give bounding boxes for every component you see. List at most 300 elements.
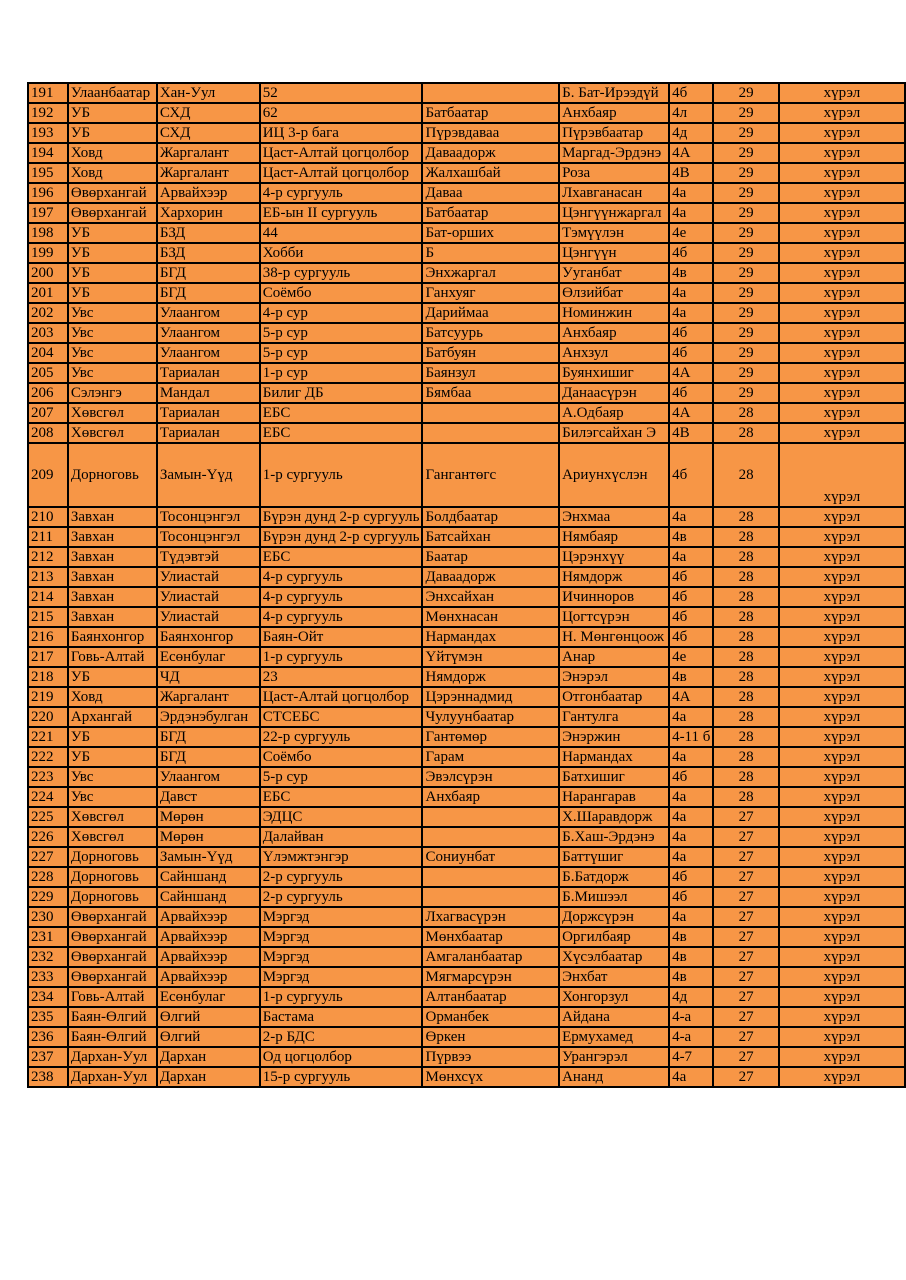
cell-score: 28	[713, 567, 778, 587]
cell-aimag: Дорноговь	[68, 887, 157, 907]
cell-student: Цогтсүрэн	[559, 607, 669, 627]
cell-student: Анхбаяр	[559, 323, 669, 343]
cell-score: 27	[713, 807, 778, 827]
cell-no: 236	[28, 1027, 68, 1047]
cell-sum: Жаргалант	[157, 163, 260, 183]
cell-aimag: Завхан	[68, 527, 157, 547]
cell-grade: 4А	[669, 363, 713, 383]
cell-aimag: Завхан	[68, 547, 157, 567]
cell-sum: БГД	[157, 727, 260, 747]
cell-student: Б. Бат-Ирээдүй	[559, 83, 669, 103]
cell-grade: 4а	[669, 827, 713, 847]
cell-score: 27	[713, 887, 778, 907]
cell-school: 44	[260, 223, 423, 243]
cell-teacher: Даваа	[422, 183, 559, 203]
cell-student: А.Одбаяр	[559, 403, 669, 423]
cell-sum: Арвайхээр	[157, 947, 260, 967]
cell-teacher: Эвэлсүрэн	[422, 767, 559, 787]
cell-result: хүрэл	[779, 123, 905, 143]
cell-student: Ичинноров	[559, 587, 669, 607]
cell-grade: 4в	[669, 527, 713, 547]
cell-result: хүрэл	[779, 1007, 905, 1027]
cell-student: Цэнгүүн	[559, 243, 669, 263]
cell-score: 27	[713, 907, 778, 927]
table-row	[28, 607, 905, 627]
cell-result: хүрэл	[779, 947, 905, 967]
cell-grade: 4а	[669, 707, 713, 727]
cell-teacher: Орманбек	[422, 1007, 559, 1027]
cell-result: хүрэл	[779, 423, 905, 443]
cell-result: хүрэл	[779, 747, 905, 767]
table-row	[28, 887, 905, 907]
table-row	[28, 547, 905, 567]
cell-score: 28	[713, 767, 778, 787]
cell-no: 237	[28, 1047, 68, 1067]
cell-school: Соёмбо	[260, 283, 423, 303]
cell-teacher: Сониунбат	[422, 847, 559, 867]
results-table-body	[28, 83, 905, 1087]
cell-teacher: Ганхуяг	[422, 283, 559, 303]
cell-no: 238	[28, 1067, 68, 1087]
cell-result: хүрэл	[779, 223, 905, 243]
cell-result: хүрэл	[779, 847, 905, 867]
cell-school: 23	[260, 667, 423, 687]
cell-teacher: Дариймаа	[422, 303, 559, 323]
cell-result: хүрэл	[779, 767, 905, 787]
cell-teacher	[422, 83, 559, 103]
cell-school: ЕБС	[260, 787, 423, 807]
cell-result: хүрэл	[779, 667, 905, 687]
cell-teacher: Болдбаатар	[422, 507, 559, 527]
cell-student: Доржсүрэн	[559, 907, 669, 927]
cell-result: хүрэл	[779, 1067, 905, 1087]
cell-score: 28	[713, 727, 778, 747]
table-row	[28, 747, 905, 767]
cell-grade: 4б	[669, 607, 713, 627]
cell-no: 213	[28, 567, 68, 587]
cell-no: 222	[28, 747, 68, 767]
table-row	[28, 263, 905, 283]
cell-no: 199	[28, 243, 68, 263]
cell-score: 29	[713, 283, 778, 303]
cell-aimag: Увс	[68, 767, 157, 787]
cell-result: хүрэл	[779, 103, 905, 123]
cell-sum: Хан-Уул	[157, 83, 260, 103]
cell-result: хүрэл	[779, 383, 905, 403]
table-row	[28, 223, 905, 243]
cell-no: 227	[28, 847, 68, 867]
table-row	[28, 907, 905, 927]
cell-result: хүрэл	[779, 143, 905, 163]
cell-result: хүрэл	[779, 587, 905, 607]
cell-no: 210	[28, 507, 68, 527]
table-row	[28, 647, 905, 667]
cell-school: 2-р БДС	[260, 1027, 423, 1047]
cell-teacher: Батсайхан	[422, 527, 559, 547]
cell-student: Данаасүрэн	[559, 383, 669, 403]
cell-score: 29	[713, 223, 778, 243]
cell-grade: 4В	[669, 163, 713, 183]
cell-grade: 4а	[669, 183, 713, 203]
cell-school: 38-р сургууль	[260, 263, 423, 283]
cell-aimag: Увс	[68, 343, 157, 363]
cell-no: 193	[28, 123, 68, 143]
cell-score: 28	[713, 507, 778, 527]
cell-score: 29	[713, 183, 778, 203]
cell-aimag: Увс	[68, 303, 157, 323]
cell-school: 5-р сур	[260, 323, 423, 343]
cell-result: хүрэл	[779, 83, 905, 103]
cell-sum: Өлгий	[157, 1027, 260, 1047]
cell-score: 28	[713, 627, 778, 647]
cell-sum: Түдэвтэй	[157, 547, 260, 567]
cell-grade: 4в	[669, 263, 713, 283]
cell-teacher: Б	[422, 243, 559, 263]
cell-grade: 4а	[669, 847, 713, 867]
cell-grade: 4-а	[669, 1027, 713, 1047]
cell-aimag: Улаанбаатар	[68, 83, 157, 103]
cell-school: 22-р сургууль	[260, 727, 423, 747]
cell-aimag: Завхан	[68, 507, 157, 527]
cell-aimag: Сэлэнгэ	[68, 383, 157, 403]
cell-teacher: Батбаатар	[422, 103, 559, 123]
table-row	[28, 767, 905, 787]
table-row	[28, 567, 905, 587]
cell-sum: Сайншанд	[157, 887, 260, 907]
cell-student: Нармандах	[559, 747, 669, 767]
cell-student: Баттүшиг	[559, 847, 669, 867]
cell-result: хүрэл	[779, 867, 905, 887]
cell-student: Маргад-Эрдэнэ	[559, 143, 669, 163]
cell-student: Энэржин	[559, 727, 669, 747]
cell-student: Б.Батдорж	[559, 867, 669, 887]
cell-aimag: Өвөрхангай	[68, 907, 157, 927]
cell-aimag: Завхан	[68, 607, 157, 627]
cell-teacher: Даваадорж	[422, 567, 559, 587]
cell-no: 204	[28, 343, 68, 363]
cell-score: 28	[713, 547, 778, 567]
cell-result: хүрэл	[779, 303, 905, 323]
cell-grade: 4б	[669, 343, 713, 363]
cell-no: 194	[28, 143, 68, 163]
cell-student: Б.Мишээл	[559, 887, 669, 907]
cell-aimag: Архангай	[68, 707, 157, 727]
cell-sum: Тариалан	[157, 423, 260, 443]
cell-no: 197	[28, 203, 68, 223]
cell-result: хүрэл	[779, 787, 905, 807]
cell-grade: 4-11 б	[669, 727, 713, 747]
cell-grade: 4а	[669, 787, 713, 807]
cell-score: 27	[713, 987, 778, 1007]
cell-grade: 4а	[669, 807, 713, 827]
cell-sum: Мөрөн	[157, 807, 260, 827]
cell-teacher: Батбаатар	[422, 203, 559, 223]
cell-aimag: Баян-Өлгий	[68, 1007, 157, 1027]
cell-score: 29	[713, 103, 778, 123]
cell-school: 15-р сургууль	[260, 1067, 423, 1087]
cell-sum: Улиастай	[157, 587, 260, 607]
cell-student: Цэнгүүнжаргал	[559, 203, 669, 223]
cell-result: хүрэл	[779, 507, 905, 527]
cell-school: Од цогцолбор	[260, 1047, 423, 1067]
cell-sum: Эрдэнэбулган	[157, 707, 260, 727]
cell-teacher: Мөнхсүх	[422, 1067, 559, 1087]
cell-score: 28	[713, 707, 778, 727]
cell-sum: БГД	[157, 283, 260, 303]
cell-sum: Улаангом	[157, 343, 260, 363]
cell-score: 28	[713, 667, 778, 687]
cell-school: 52	[260, 83, 423, 103]
cell-no: 233	[28, 967, 68, 987]
table-row	[28, 123, 905, 143]
cell-teacher	[422, 887, 559, 907]
cell-result: хүрэл	[779, 607, 905, 627]
cell-result: хүрэл	[779, 987, 905, 1007]
cell-school: Хобби	[260, 243, 423, 263]
table-row	[28, 183, 905, 203]
cell-sum: Дархан	[157, 1047, 260, 1067]
cell-grade: 4а	[669, 283, 713, 303]
cell-sum: Улиастай	[157, 567, 260, 587]
cell-grade: 4б	[669, 587, 713, 607]
table-row	[28, 1027, 905, 1047]
cell-sum: Хархорин	[157, 203, 260, 223]
cell-student: Нямдорж	[559, 567, 669, 587]
cell-no: 203	[28, 323, 68, 343]
cell-grade: 4А	[669, 403, 713, 423]
cell-school: Баян-Ойт	[260, 627, 423, 647]
cell-score: 28	[713, 527, 778, 547]
cell-score: 27	[713, 847, 778, 867]
cell-teacher: Пүрэвдаваа	[422, 123, 559, 143]
cell-grade: 4-7	[669, 1047, 713, 1067]
cell-sum: Сайншанд	[157, 867, 260, 887]
cell-teacher: Энхсайхан	[422, 587, 559, 607]
cell-teacher: Даваадорж	[422, 143, 559, 163]
cell-aimag: Дорноговь	[68, 847, 157, 867]
cell-aimag: УБ	[68, 283, 157, 303]
cell-aimag: Өвөрхангай	[68, 927, 157, 947]
cell-grade: 4а	[669, 303, 713, 323]
cell-school: 4-р сургууль	[260, 183, 423, 203]
cell-sum: Өлгий	[157, 1007, 260, 1027]
cell-result: хүрэл	[779, 647, 905, 667]
cell-result: хүрэл	[779, 707, 905, 727]
cell-sum: Улаангом	[157, 303, 260, 323]
cell-grade: 4е	[669, 647, 713, 667]
cell-score: 28	[713, 687, 778, 707]
cell-aimag: Завхан	[68, 567, 157, 587]
cell-student: Б.Хаш-Эрдэнэ	[559, 827, 669, 847]
cell-school: ЭДЦС	[260, 807, 423, 827]
cell-no: 221	[28, 727, 68, 747]
cell-no: 217	[28, 647, 68, 667]
cell-teacher: Алтанбаатар	[422, 987, 559, 1007]
cell-teacher	[422, 867, 559, 887]
cell-grade: 4б	[669, 383, 713, 403]
cell-result: хүрэл	[779, 687, 905, 707]
cell-aimag: Хөвсгөл	[68, 807, 157, 827]
cell-student: Энэрэл	[559, 667, 669, 687]
cell-teacher: Энхжаргал	[422, 263, 559, 283]
cell-student: Гантулга	[559, 707, 669, 727]
cell-grade: 4а	[669, 203, 713, 223]
cell-teacher	[422, 827, 559, 847]
cell-result: хүрэл	[779, 163, 905, 183]
cell-no: 230	[28, 907, 68, 927]
table-row	[28, 527, 905, 547]
cell-school: Соёмбо	[260, 747, 423, 767]
cell-result: хүрэл	[779, 323, 905, 343]
cell-result: хүрэл	[779, 807, 905, 827]
cell-grade: 4а	[669, 907, 713, 927]
table-row	[28, 1067, 905, 1087]
cell-teacher: Өркен	[422, 1027, 559, 1047]
cell-school: Үлэмжтэнгэр	[260, 847, 423, 867]
cell-student: Буянхишиг	[559, 363, 669, 383]
cell-aimag: Дархан-Уул	[68, 1047, 157, 1067]
cell-student: Номинжин	[559, 303, 669, 323]
cell-teacher: Мөнхнасан	[422, 607, 559, 627]
cell-grade: 4е	[669, 223, 713, 243]
cell-school: 4-р сур	[260, 303, 423, 323]
cell-score: 28	[713, 587, 778, 607]
cell-student: Ананд	[559, 1067, 669, 1087]
cell-school: Билиг ДБ	[260, 383, 423, 403]
cell-school: Далайван	[260, 827, 423, 847]
cell-no: 215	[28, 607, 68, 627]
cell-aimag: Ховд	[68, 143, 157, 163]
cell-grade: 4В	[669, 423, 713, 443]
table-row	[28, 927, 905, 947]
cell-grade: 4А	[669, 143, 713, 163]
cell-score: 27	[713, 827, 778, 847]
cell-student: Урангэрэл	[559, 1047, 669, 1067]
cell-no: 225	[28, 807, 68, 827]
cell-score: 28	[713, 443, 778, 507]
cell-aimag: УБ	[68, 243, 157, 263]
cell-school: 2-р сургууль	[260, 867, 423, 887]
cell-student: Хонгорзул	[559, 987, 669, 1007]
table-row	[28, 203, 905, 223]
cell-score: 27	[713, 1027, 778, 1047]
cell-result: хүрэл	[779, 927, 905, 947]
cell-teacher	[422, 403, 559, 423]
cell-no: 229	[28, 887, 68, 907]
cell-teacher: Пүрвээ	[422, 1047, 559, 1067]
table-row	[28, 423, 905, 443]
cell-no: 224	[28, 787, 68, 807]
cell-score: 27	[713, 967, 778, 987]
cell-teacher: Батсуурь	[422, 323, 559, 343]
cell-no: 200	[28, 263, 68, 283]
cell-sum: ЧД	[157, 667, 260, 687]
cell-student: Цэрэнхүү	[559, 547, 669, 567]
cell-grade: 4л	[669, 103, 713, 123]
cell-aimag: УБ	[68, 747, 157, 767]
cell-sum: Тариалан	[157, 403, 260, 423]
cell-result: хүрэл	[779, 547, 905, 567]
cell-sum: СХД	[157, 123, 260, 143]
cell-no: 211	[28, 527, 68, 547]
cell-result: хүрэл	[779, 567, 905, 587]
cell-no: 232	[28, 947, 68, 967]
cell-result: хүрэл	[779, 727, 905, 747]
cell-grade: 4д	[669, 123, 713, 143]
cell-no: 212	[28, 547, 68, 567]
cell-result: хүрэл	[779, 967, 905, 987]
cell-teacher: Чулуунбаатар	[422, 707, 559, 727]
cell-no: 223	[28, 767, 68, 787]
cell-sum: Замын-Үүд	[157, 443, 260, 507]
cell-result: хүрэл	[779, 283, 905, 303]
cell-school: 4-р сургууль	[260, 587, 423, 607]
cell-student: Тэмүүлэн	[559, 223, 669, 243]
cell-sum: Арвайхээр	[157, 927, 260, 947]
cell-sum: Мөрөн	[157, 827, 260, 847]
cell-no: 195	[28, 163, 68, 183]
table-row	[28, 507, 905, 527]
cell-aimag: Өвөрхангай	[68, 183, 157, 203]
table-row	[28, 1007, 905, 1027]
table-row	[28, 303, 905, 323]
table-row	[28, 443, 905, 507]
cell-sum: Арвайхээр	[157, 907, 260, 927]
cell-school: ЕБ-ын II сургууль	[260, 203, 423, 223]
cell-grade: 4б	[669, 887, 713, 907]
cell-school: Бастама	[260, 1007, 423, 1027]
cell-school: Мэргэд	[260, 947, 423, 967]
cell-student: Лхавганасан	[559, 183, 669, 203]
cell-grade: 4а	[669, 547, 713, 567]
cell-no: 231	[28, 927, 68, 947]
cell-school: Цаст-Алтай цогцолбор	[260, 143, 423, 163]
cell-score: 29	[713, 363, 778, 383]
cell-no: 220	[28, 707, 68, 727]
cell-sum: Жаргалант	[157, 143, 260, 163]
cell-result: хүрэл	[779, 263, 905, 283]
cell-result: хүрэл	[779, 627, 905, 647]
cell-result: хүрэл	[779, 363, 905, 383]
cell-teacher	[422, 423, 559, 443]
cell-grade: 4а	[669, 747, 713, 767]
cell-aimag: Дорноговь	[68, 867, 157, 887]
cell-school: 1-р сургууль	[260, 647, 423, 667]
cell-no: 228	[28, 867, 68, 887]
cell-no: 234	[28, 987, 68, 1007]
cell-result: хүрэл	[779, 887, 905, 907]
table-row	[28, 83, 905, 103]
cell-student: Батхишиг	[559, 767, 669, 787]
cell-no: 206	[28, 383, 68, 403]
cell-grade: 4б	[669, 323, 713, 343]
cell-school: ЕБС	[260, 403, 423, 423]
table-row	[28, 163, 905, 183]
cell-aimag: Хөвсгөл	[68, 423, 157, 443]
table-row	[28, 323, 905, 343]
cell-score: 28	[713, 747, 778, 767]
cell-teacher: Бат-орших	[422, 223, 559, 243]
cell-sum: Дархан	[157, 1067, 260, 1087]
cell-teacher: Нармандах	[422, 627, 559, 647]
cell-teacher: Бямбаа	[422, 383, 559, 403]
cell-no: 201	[28, 283, 68, 303]
table-row	[28, 947, 905, 967]
cell-no: 207	[28, 403, 68, 423]
cell-student: Ууганбат	[559, 263, 669, 283]
cell-student: Пүрэвбаатар	[559, 123, 669, 143]
cell-aimag: Өвөрхангай	[68, 203, 157, 223]
